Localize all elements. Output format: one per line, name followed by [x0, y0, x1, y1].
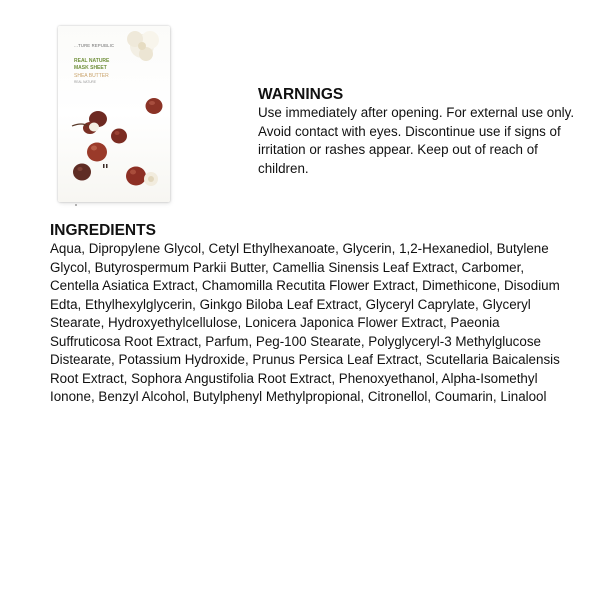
- pack-title-line2: MASK SHEET: [74, 65, 107, 71]
- ingredients-text: Aqua, Dipropylene Glycol, Cetyl Ethylhexanoate, Glycerin, 1,2-Hexanediol, Butylene Glycol, Butyrospermum Parkii Butter, Camellia Sinensis Leaf Extract, Carbomer, Centella Asiatica Extract, Chamomilla Recutita Flower Extract, Dimethicone, Disodium Edta, Ethylhexylglycerin, Ginkgo Biloba Leaf Extract, Glyceryl Caprylate, Glyceryl Stearate, Hydroxyethylcellulose, Lonicera Japonica Flower Extract, Paeonia Suffruticosa Root Extract, Parfum, Peg-100 Stearate, Polyglyceryl-3 Methylglucose Distearate, Potassium Hydroxide, Prunus Persica Leaf Extract, Scutellaria Baicalensis Root Extract, Sophora Angustifolia Root Extract, Phenoxyethanol, Alpha-Isomethyl Ionone, Benzyl Alcohol, Butylphenyl Methylpropional, Citronellol, Coumarin, Linalool: [50, 241, 560, 404]
- shea-nut-illustration: [58, 26, 170, 202]
- ingredients-title: INGREDIENTS: [50, 222, 156, 239]
- shea-nuts: [72, 98, 163, 186]
- product-image-mask-sheet: [58, 26, 170, 202]
- warnings-section: [258, 86, 580, 178]
- pack-small-text: REAL NATURE: [74, 80, 96, 84]
- ingredients-section: [50, 222, 570, 407]
- pack-brand-text: ...TURE REPUBLIC: [74, 43, 115, 48]
- shea-flower-top: [127, 31, 159, 61]
- pack-title-line1: REAL NATURE: [74, 58, 110, 64]
- decorative-dot: [75, 204, 77, 206]
- pack-variant: SHEA BUTTER: [74, 73, 109, 79]
- warnings-title: WARNINGS: [258, 86, 344, 103]
- warnings-text: Use immediately after opening. For external use only. Avoid contact with eyes. Discontinue use if signs of irritation or rashes appear. Keep out of reach of children.: [258, 105, 575, 176]
